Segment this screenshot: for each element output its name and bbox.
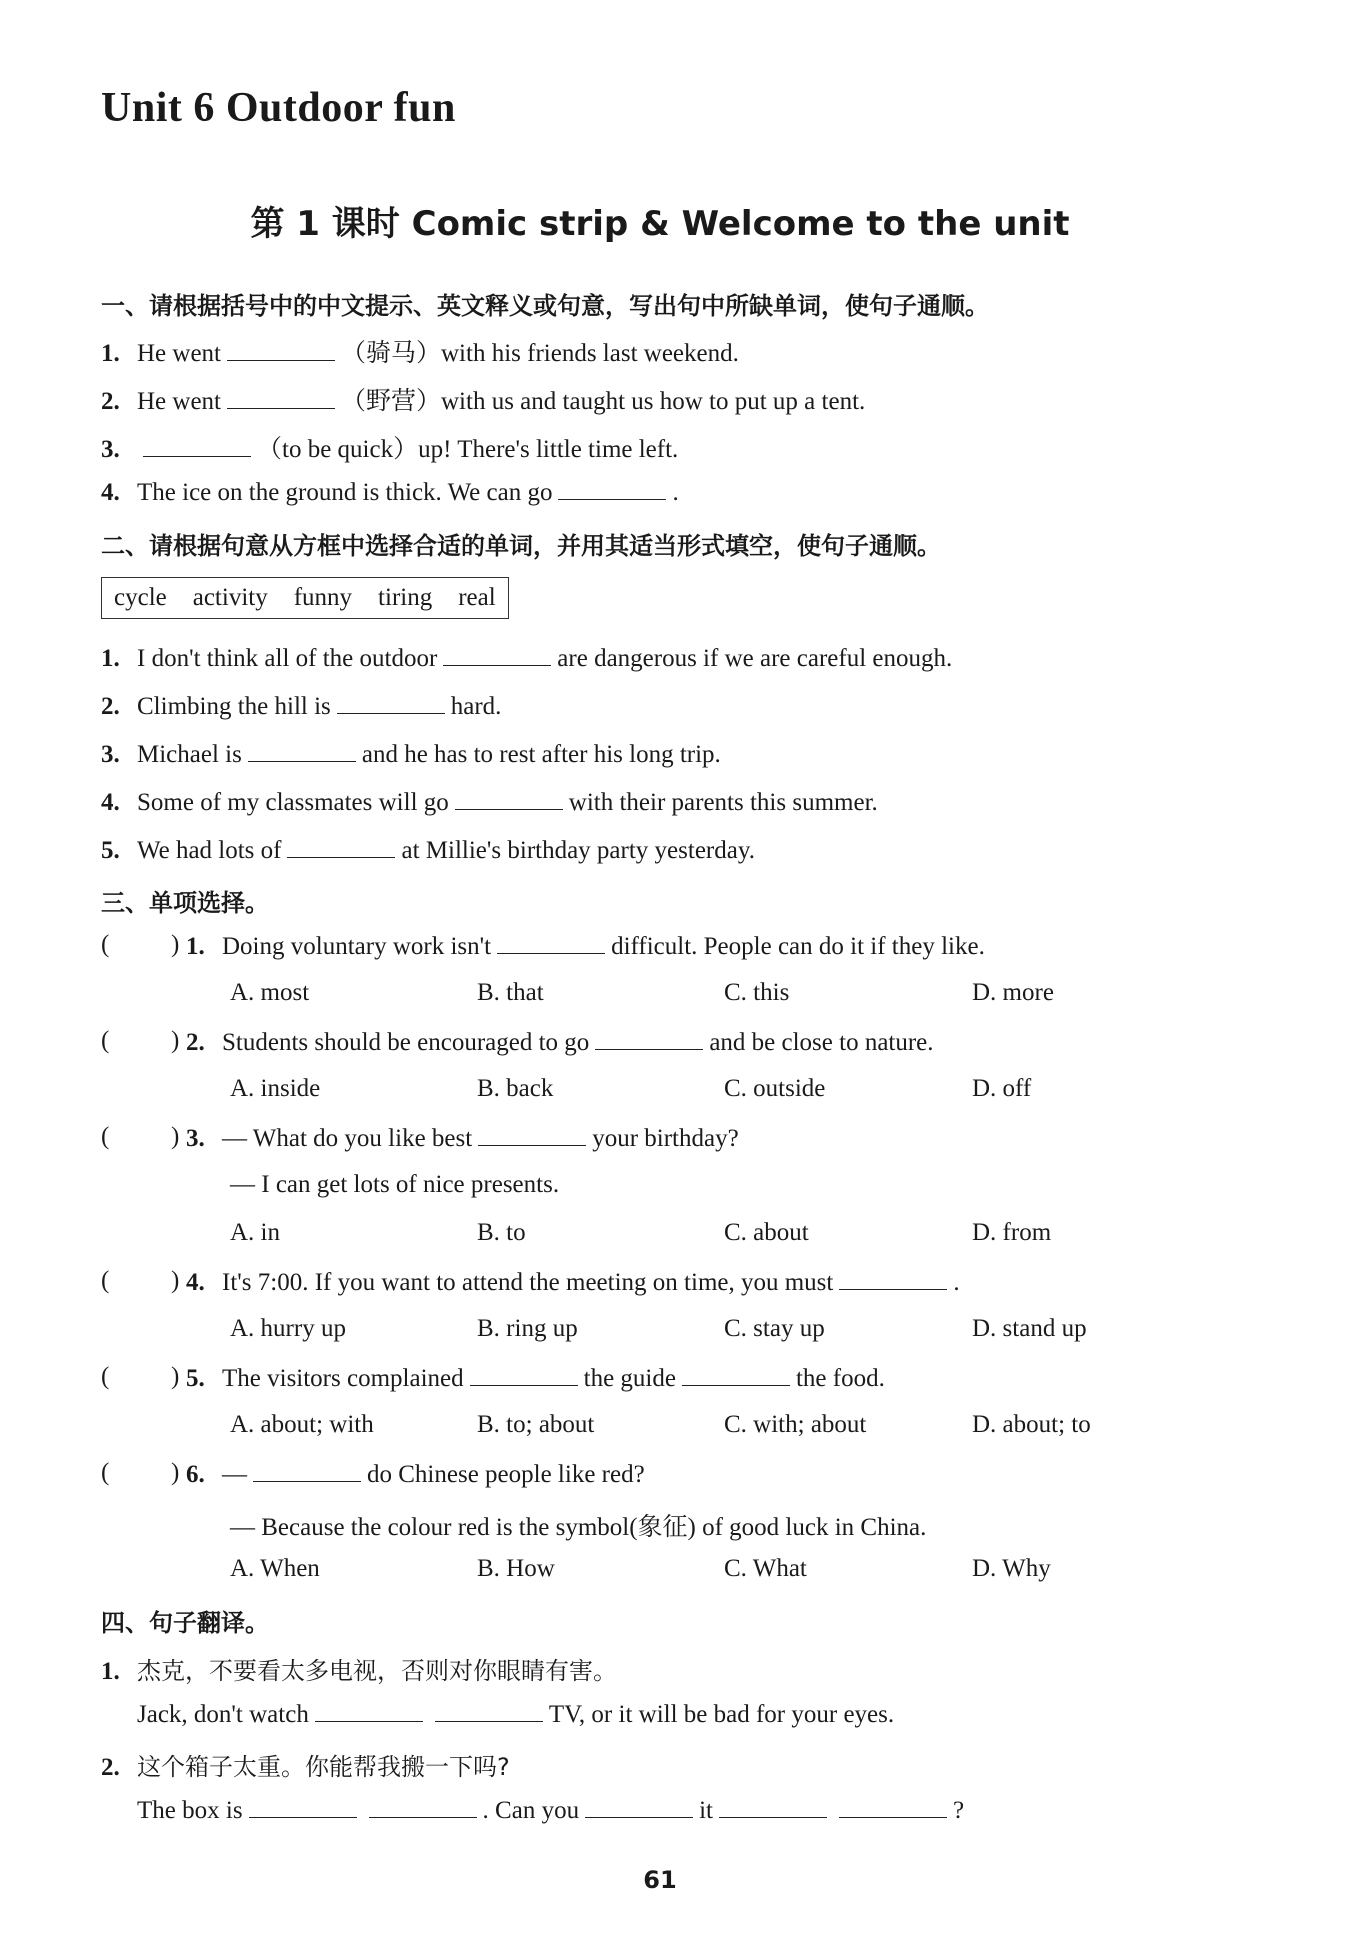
option-d[interactable]: D. more	[972, 979, 1054, 1006]
answer-paren-open[interactable]: (	[101, 1459, 110, 1486]
mc-question-3: 3. — What do you like best your birthday?	[186, 1125, 739, 1152]
option-d[interactable]: D. Why	[972, 1555, 1051, 1582]
mc-question-1: 1. Doing voluntary work isn't difficult. People can do it if they like.	[186, 933, 985, 960]
answer-blank[interactable]	[315, 1699, 423, 1722]
option-c[interactable]: C. What	[724, 1555, 807, 1582]
option-d[interactable]: D. stand up	[972, 1315, 1087, 1342]
answer-paren-open[interactable]: (	[101, 931, 110, 958]
answer-blank[interactable]	[585, 1795, 693, 1818]
answer-paren-close[interactable]: )	[171, 1027, 180, 1054]
option-b[interactable]: B. to; about	[477, 1411, 595, 1438]
option-d[interactable]: D. about; to	[972, 1411, 1091, 1438]
answer-blank[interactable]	[435, 1699, 543, 1722]
option-a[interactable]: A. about; with	[230, 1411, 374, 1438]
answer-blank[interactable]	[337, 691, 445, 714]
unit-title: Unit 6 Outdoor fun	[101, 85, 456, 131]
answer-blank[interactable]	[558, 477, 666, 500]
s2-item-3: 3. Michael is and he has to rest after his long trip.	[101, 741, 721, 768]
answer-blank[interactable]	[227, 386, 335, 409]
answer-blank[interactable]	[443, 643, 551, 666]
answer-paren-close[interactable]: )	[171, 931, 180, 958]
answer-paren-close[interactable]: )	[171, 1459, 180, 1486]
answer-blank[interactable]	[839, 1795, 947, 1818]
s1-item-1: 1. He went （骑马）with his friends last weekend.	[101, 340, 739, 367]
answer-paren-open[interactable]: (	[101, 1027, 110, 1054]
option-b[interactable]: B. that	[477, 979, 544, 1006]
option-b[interactable]: B. How	[477, 1555, 555, 1582]
s2-item-4: 4. Some of my classmates will go with their parents this summer.	[101, 789, 878, 816]
option-c[interactable]: C. with; about	[724, 1411, 867, 1438]
option-a[interactable]: A. hurry up	[230, 1315, 346, 1342]
translation-1-chinese: 1. 杰克，不要看太多电视，否则对你眼睛有害。	[101, 1657, 617, 1685]
answer-blank[interactable]	[839, 1267, 947, 1290]
answer-blank[interactable]	[719, 1795, 827, 1818]
option-a[interactable]: A. most	[230, 979, 310, 1006]
mc-question-6: 6. — do Chinese people like red?	[186, 1461, 645, 1488]
section3-heading: 三、单项选择。	[101, 889, 269, 917]
answer-blank[interactable]	[287, 835, 395, 858]
word-bank-item: cycle	[114, 584, 167, 611]
option-a[interactable]: A. in	[230, 1219, 280, 1246]
option-a[interactable]: A. When	[230, 1555, 320, 1582]
answer-blank[interactable]	[470, 1363, 578, 1386]
word-bank-item: activity	[192, 584, 268, 611]
answer-paren-close[interactable]: )	[171, 1267, 180, 1294]
s1-item-2: 2. He went （野营）with us and taught us how to put up a tent.	[101, 388, 866, 415]
section2-heading: 二、请根据句意从方框中选择合适的单词，并用其适当形式填空，使句子通顺。	[101, 532, 941, 560]
answer-blank[interactable]	[478, 1123, 586, 1146]
answer-blank[interactable]	[253, 1459, 361, 1482]
answer-paren-close[interactable]: )	[171, 1363, 180, 1390]
answer-paren-open[interactable]: (	[101, 1363, 110, 1390]
section1-heading: 一、请根据括号中的中文提示、英文释义或句意，写出句中所缺单词，使句子通顺。	[101, 292, 989, 320]
s1-item-4: 4. The ice on the ground is thick. We can go .	[101, 479, 679, 506]
word-bank-box	[101, 577, 509, 619]
translation-2-chinese: 2. 这个箱子太重。你能帮我搬一下吗?	[101, 1753, 510, 1781]
option-d[interactable]: D. from	[972, 1219, 1052, 1246]
s2-item-1: 1. I don't think all of the outdoor are dangerous if we are careful enough.	[101, 645, 953, 672]
answer-paren-open[interactable]: (	[101, 1123, 110, 1150]
answer-blank[interactable]	[369, 1795, 477, 1818]
option-c[interactable]: C. about	[724, 1219, 809, 1246]
answer-blank[interactable]	[497, 931, 605, 954]
mc-question-6-reply: — Because the colour red is the symbol(象征) of good luck in China.	[230, 1514, 927, 1541]
option-d[interactable]: D. off	[972, 1075, 1032, 1102]
answer-blank[interactable]	[682, 1363, 790, 1386]
translation-1-english: Jack, don't watch TV, or it will be bad for your eyes.	[137, 1701, 895, 1728]
lesson-title: 第 1 课时 Comic strip & Welcome to the unit	[250, 204, 1070, 244]
answer-paren-close[interactable]: )	[171, 1123, 180, 1150]
s2-item-5: 5. We had lots of at Millie's birthday party yesterday.	[101, 837, 755, 864]
mc-question-5: 5. The visitors complained the guide the food.	[186, 1365, 885, 1392]
answer-blank[interactable]	[143, 434, 251, 457]
answer-blank[interactable]	[455, 787, 563, 810]
word-bank-item: tiring	[378, 584, 433, 611]
word-bank-item: real	[458, 584, 496, 611]
option-c[interactable]: C. this	[724, 979, 790, 1006]
mc-question-4: 4. It's 7:00. If you want to attend the meeting on time, you must .	[186, 1269, 960, 1296]
word-bank-item: funny	[293, 584, 353, 611]
s1-item-3: 3. （to be quick）up! There's little time left.	[101, 436, 679, 463]
translation-2-english: The box is . Can you it ?	[137, 1797, 965, 1824]
option-a[interactable]: A. inside	[230, 1075, 321, 1102]
mc-question-3-reply: — I can get lots of nice presents.	[230, 1171, 560, 1198]
answer-blank[interactable]	[595, 1027, 703, 1050]
answer-blank[interactable]	[249, 1795, 357, 1818]
answer-paren-open[interactable]: (	[101, 1267, 110, 1294]
option-c[interactable]: C. stay up	[724, 1315, 825, 1342]
mc-question-2: 2. Students should be encouraged to go and be close to nature.	[186, 1029, 934, 1056]
option-b[interactable]: B. to	[477, 1219, 526, 1246]
option-c[interactable]: C. outside	[724, 1075, 826, 1102]
answer-blank[interactable]	[248, 739, 356, 762]
option-b[interactable]: B. back	[477, 1075, 554, 1102]
section4-heading: 四、句子翻译。	[101, 1609, 269, 1637]
s2-item-2: 2. Climbing the hill is hard.	[101, 693, 502, 720]
answer-blank[interactable]	[227, 338, 335, 361]
page-number: 61	[643, 1866, 677, 1894]
option-b[interactable]: B. ring up	[477, 1315, 578, 1342]
